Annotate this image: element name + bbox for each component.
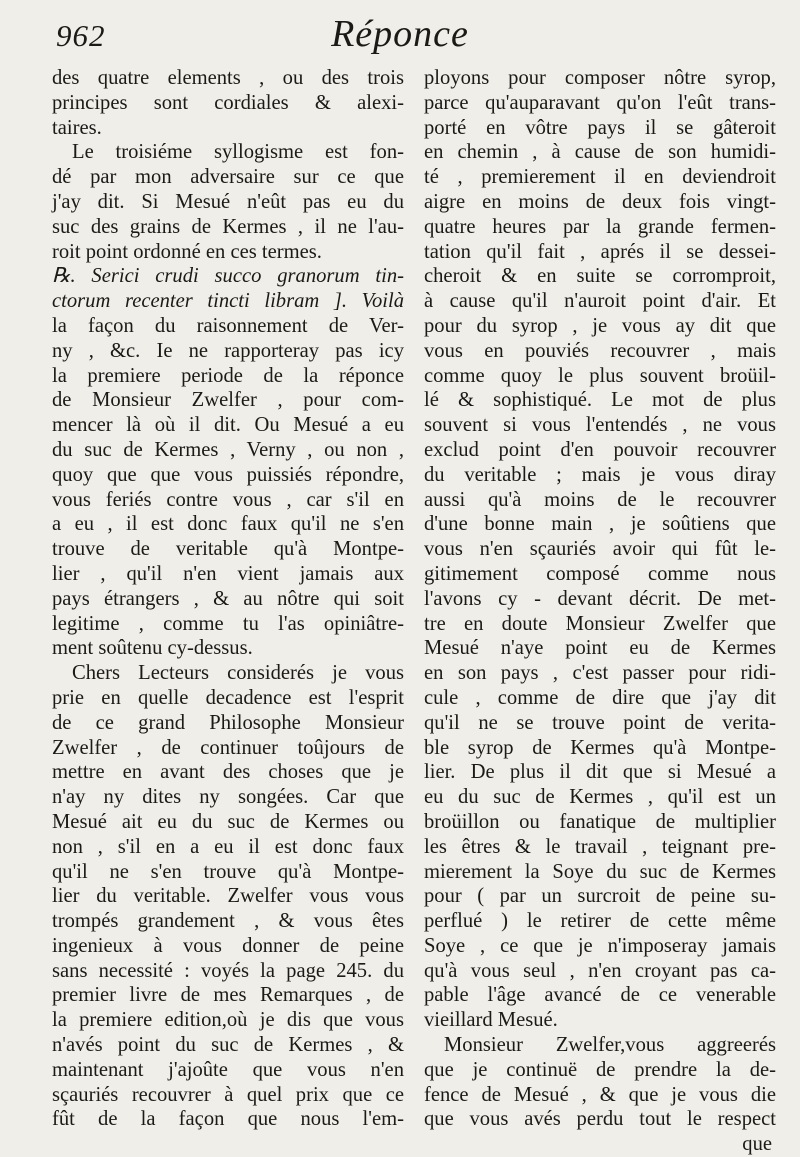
- text-line: lier. De plus il dit que si Mesué a: [424, 761, 776, 784]
- text-line: sçauriés recouvrer à quel prix que ce: [52, 1083, 404, 1106]
- text-line: trouve de veritable qu'à Montpe-: [52, 538, 404, 561]
- text-line: cheroit & en suite se corromproit,: [424, 265, 776, 288]
- text-line: pable l'âge avancé de ce venerable: [424, 984, 776, 1007]
- text-line: Le troisiéme syllogisme est fon-: [72, 141, 404, 164]
- text-line: la premiere edition,où je dis que vous: [52, 1009, 404, 1032]
- text-line: Chers Lecteurs considerés je vous: [72, 662, 404, 685]
- text-line: taires.: [52, 116, 102, 139]
- text-line: parce qu'auparavant qu'on l'eût trans‑: [424, 91, 776, 114]
- text-line: mierement la Soye du suc de Kermes: [424, 860, 776, 883]
- text-line: aussi qu'à moins de le recouvrer: [424, 488, 776, 511]
- text-line: Mesué n'aye point eu de Kermes: [424, 637, 776, 660]
- text-line: premier livre de mes Remarques , de: [52, 984, 404, 1007]
- text-line: perflué ) le retirer de cette même: [424, 910, 776, 933]
- text-line: de Monsieur Zwelfer , pour com-: [52, 389, 404, 412]
- text-line: vous feriés contre vous , car s'il en: [52, 488, 404, 511]
- text-line: aigre en moins de deux fois vingt-: [424, 190, 776, 213]
- text-line: tation qu'il fait , aprés il se dessei-: [424, 240, 776, 263]
- text-line: en chemin , à cause de son humidi-: [424, 141, 776, 164]
- text-line: vous en pouviés recouvrer , mais: [424, 339, 776, 362]
- text-line: Zwelfer , de continuer toûjours de: [52, 736, 404, 759]
- text-line: vieillard Mesué.: [424, 1009, 558, 1032]
- text-line: prie en quelle decadence est l'esprit: [52, 686, 404, 709]
- text-line: qu'il ne se trouve point de verita-: [424, 711, 776, 734]
- text-line: d'une bonne main , je soûtiens que: [424, 513, 776, 536]
- catchword: que: [742, 1133, 772, 1156]
- text-line: lier , qu'il n'en vient jamais aux: [52, 562, 404, 585]
- text-line: les êtres & le travail , teignant pre-: [424, 835, 776, 858]
- text-line: vous n'en sçauriés avoir qui fût le-: [424, 538, 776, 561]
- text-line: pour du syrop , je vous ay dit que: [424, 314, 776, 337]
- text-line: ingenieux à vous donner de peine: [52, 934, 404, 957]
- text-line: pour ( par un surcroit de peine su-: [424, 885, 776, 908]
- text-line: trompés grandement , & vous êtes: [52, 910, 404, 933]
- text-line: la façon du raisonnement de Ver-: [52, 314, 404, 337]
- text-line: qu'à vous seul , n'en croyant pas ca-: [424, 959, 776, 982]
- text-line: Monsieur Zwelfer,vous aggreerés: [444, 1034, 776, 1057]
- text-line: ctorum recenter tincti libram ]. Voilà: [52, 290, 404, 313]
- text-line: lier du veritable. Zwelfer vous vous: [52, 885, 404, 908]
- text-line: ble syrop de Kermes qu'à Montpe-: [424, 736, 776, 759]
- page-header: [0, 14, 800, 64]
- text-line: du veritable ; mais je vous diray: [424, 463, 776, 486]
- text-line: cule , comme de dire que j'ay dit: [424, 686, 776, 709]
- left-text-column: [52, 66, 404, 1132]
- text-line: fence de Mesué , & que je vous die: [424, 1083, 776, 1106]
- text-line: mettre en avant des choses que je: [52, 761, 404, 784]
- text-line: té , premierement il en deviendroit: [424, 166, 776, 189]
- text-line: Soye , ce que je n'imposeray jamais: [424, 934, 776, 957]
- text-line: fût de la façon que nous l'em-: [52, 1108, 404, 1131]
- text-line: ℞. Serici crudi succo granorum tin-: [52, 265, 404, 288]
- text-line: broüillon ou fanatique de multiplier: [424, 810, 776, 833]
- text-line: j'ay dit. Si Mesué n'eût pas eu du: [52, 190, 404, 213]
- text-line: ployons pour composer nôtre syrop,: [424, 67, 776, 89]
- text-line: eu du suc de Kermes , qu'il est un: [424, 786, 776, 809]
- text-line: souvent si vous l'entendés , ne vous: [424, 414, 776, 437]
- page-number: 962: [56, 18, 106, 53]
- text-line: des quatre elements , ou des trois: [52, 67, 404, 89]
- text-line: legitime , comme tu l'as opiniâtre-: [52, 612, 404, 635]
- text-line: ny , &c. Ie ne rapporteray pas icy: [52, 339, 404, 362]
- text-line: dé par mon adversaire sur ce que: [52, 166, 404, 189]
- text-line: de ce grand Philosophe Monsieur: [52, 711, 404, 734]
- text-line: Mesué ait eu du suc de Kermes ou: [52, 810, 404, 833]
- text-line: ment soûtenu cy-dessus.: [52, 637, 253, 660]
- text-line: suc des grains de Kermes , il ne l'au-: [52, 215, 404, 238]
- text-line: comme quoy le plus souvent broüil-: [424, 364, 776, 387]
- text-line: porté en vôtre pays il se gâteroit: [424, 116, 776, 139]
- right-text-column: [424, 66, 776, 1157]
- text-line: maintenant j'ajoûte que vous n'en: [52, 1058, 404, 1081]
- text-line: l'avons cy - devant décrit. De met-: [424, 587, 776, 610]
- text-line: non , s'il en a eu il est donc faux: [52, 835, 404, 858]
- text-line: que je continuë de prendre la de-: [424, 1058, 776, 1081]
- text-line: du suc de Kermes , Verny , ou non ,: [52, 438, 404, 461]
- text-line: à cause qu'il n'auroit point d'air. Et: [424, 290, 776, 313]
- text-line: pays étrangers , & au nôtre qui soit: [52, 587, 404, 610]
- text-line: quatre heures par la grande fermen-: [424, 215, 776, 238]
- text-line: roit point ordonné en ces termes.: [52, 240, 322, 263]
- running-title: Réponce: [331, 13, 469, 55]
- text-line: lé & sophistiqué. Le mot de plus: [424, 389, 776, 412]
- text-line: n'avés point du suc de Kermes , &: [52, 1034, 404, 1057]
- text-line: qu'il ne s'en trouve qu'à Montpe-: [52, 860, 404, 883]
- text-line: n'ay ny dites ny songées. Car que: [52, 786, 404, 809]
- text-line: tre en doute Monsieur Zwelfer que: [424, 612, 776, 635]
- text-line: principes sont cordiales & alexi-: [52, 91, 404, 114]
- text-line: mencer là où il dit. Ou Mesué a eu: [52, 414, 404, 437]
- text-line: exclud point d'en pouvoir recouvrer: [424, 438, 776, 461]
- text-line: sans necessité : voyés la page 245. du: [52, 959, 404, 982]
- text-line: que vous avés perdu tout le respect: [424, 1108, 776, 1131]
- text-line: quoy que que vous puissiés répondre,: [52, 463, 404, 486]
- text-line: a eu , il est donc faux qu'il ne s'en: [52, 513, 404, 536]
- text-line: la premiere periode de la réponce: [52, 364, 404, 387]
- text-line: en son pays , c'est passer pour ridi-: [424, 662, 776, 685]
- text-line: gitimement composé comme nous: [424, 562, 776, 585]
